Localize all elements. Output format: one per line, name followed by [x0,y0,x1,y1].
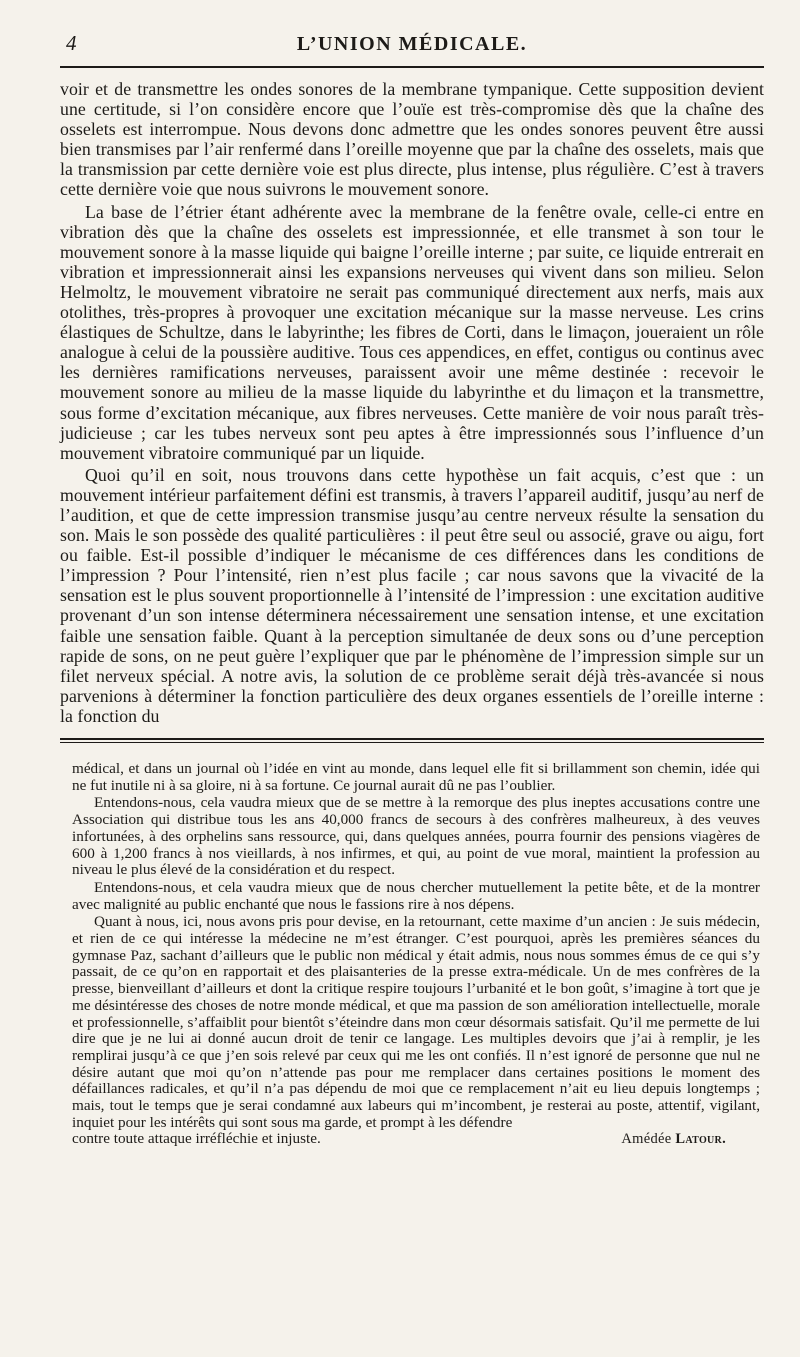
note-paragraph-3: Entendons-nous, et cela vaudra mieux que de nous chercher mutuellement la petite bête, et de la montrer avec malignité au public enchanté que nous le fassions rire à nos dépens. [72,878,760,913]
header-rule [60,66,764,73]
signature-last-name: Latour. [675,1131,726,1148]
main-article-body [60,79,764,726]
note-paragraph-4: Quant à nous, ici, nous avons pris pour devise, en la retournant, cette maxime d’un ancien : Je suis médecin, et rien de ce qui intéresse la médecine ne m’est étranger. C’est pourquoi, après les premières séances du gymnase Paz, sachant d’ailleurs que le public non médical y était admis, nous nous sommes émus de ce qui s’y passait, de ce qu’on en rapportait et des plaisanteries de la presse extra-médicale. Un de mes confrères de la presse, bienveillant d’ailleurs et dont la critique respire toujours l’urbanité et le bon goût, s’imagine à tort que je me désintéresse des choses de notre monde médical, et que ma passion de son amélioration intellectuelle, morale et professionnelle, s’affaiblit pour bientôt s’éteindre dans mon cœur désormais satisfait. Qu’il me permette de lui dire que je ne lui ai donné aucun droit de tenir ce langage. Les multiples devoirs que j’ai à remplir, je les remplirai jusqu’à ce que j’en sois relevé par ceux qui me les ont confiés. Il n’est ignoré de personne que nul ne désire autant que moi qu’on n’attende pas pour me remplacer dans certaines positions le moment des défaillances radicales, et qu’il n’a pas dépendu de moi que ce remplacement n’ait eu lieu depuis longtemps ; mais, tout le temps que je serai condamné aux labeurs qui m’incombent, je resterai au poste, attentif, vigilant, inquiet pour les intérêts qui sont sous ma garde, et prompt à les défendre [72,913,760,1131]
signature-first-name: Amédée [621,1131,672,1148]
feuilleton-continuation [60,761,764,1148]
main-paragraph-2: La base de l’étrier étant adhérente avec la membrane de la fenêtre ovale, celle-ci entre en vibration dès que la chaîne des osselets est impressionnée, et elle transmet à son tour le mouvement sonore à la masse liquide qui baigne l’oreille interne ; par suite, ce liquide entrerait en vibration et impressionnerait ainsi les expansions nerveuses qui vivent dans son milieu. Selon Helmoltz, le mouvement vibratoire ne serait pas communiqué directement aux nerfs, mais aux otolithes, très-propres à provoquer une excitation mécanique sur la masse nerveuse. Les crins élastiques de Schultze, dans le labyrinthe; les fibres de Corti, dans le limaçon, joueraient un rôle analogue à celui de la poussière auditive. Tous ces appendices, en effet, contigus ou continus avec les dernières ramifications nerveuses, paraissent avoir une même destinée : recevoir le mouvement sonore au milieu de la masse liquide du labyrinthe et du limaçon et la transmettre, sous forme d’excitation mécanique, aux fibres nerveuses. Cette manière de voir nous paraît très-judicieuse ; car les tubes nerveux sont peu aptes à être impressionnés sous l’influence d’un mouvement vibratoire communiqué par un liquide. [60,201,764,463]
page-number: 4 [66,31,77,55]
author-signature [621,1131,760,1148]
note-paragraph-2: Entendons-nous, cela vaudra mieux que de se mettre à la remorque des plus ineptes accusations contre une Association qui distribue tous les ans 40,000 francs de secours à des confrères malheureux, à des veuves infortunées, à des orphelins sans ressource, qui, dans quelques années, pourra fournir des pensions viagères de 600 à 1,200 francs à nos vieillards, à nos infirmes, et qui, au point de vue moral, maintient la profession au niveau le plus élevé de la considération et du respect. [72,794,760,879]
main-paragraph-3: Quoi qu’il en soit, nous trouvons dans cette hypothèse un fait acquis, c’est que : un mouvement intérieur parfaitement défini est transmis, à travers l’appareil auditif, jusqu’au nerf de l’audition, et que de cette impression transmise jusqu’au centre nerveux résulte la sensation du son. Mais le son possède des qualité particulières : il peut être seul ou associé, grave ou aigu, fort ou faible. Est-il possible d’indiquer le mécanisme de ces différences dans les conditions de l’impression ? Pour l’intensité, rien n’est plus facile ; car nous savons que la vivacité de la sensation est le plus souvent proportionnelle à l’intensité de l’impression : une excitation auditive provenant d’un son intense déterminera nécessairement une sensation intense, et une excitation faible une sensation faible. Quant à la perception simultanée de deux sons ou d’une perception rapide de sons, on ne peut guère l’expliquer que par le phénomène de l’impression simple sur un filet nerveux spécial. A notre avis, la solution de ce problème serait déjà très-avancée si nous parvenions à déterminer la fonction particulière des deux organes essentiels de l’oreille interne : la fonction du [60,464,764,726]
closing-line [72,1131,760,1148]
main-paragraph-1: voir et de transmettre les ondes sonores de la membrane tympanique. Cette supposition devient une certitude, si l’on considère encore que l’ouïe est très-compromise dès que la chaîne des osselets est interrompue. Nous devons donc admettre que les ondes sonores peuvent être aussi bien transmises par l’air renfermé dans l’oreille moyenne que par la chaîne des osselets, mais que la transmission par cette dernière voie est plus directe, plus intense, plus régulière. C’est à travers cette dernière voie que nous suivrons le mouvement sonore. [60,79,764,200]
section-divider-rule [60,738,764,743]
page-header [60,0,764,58]
running-title: L’UNION MÉDICALE. [296,33,528,55]
note-last-line: contre toute attaque irréfléchie et injuste. [72,1130,321,1148]
note-paragraph-1: médical, et dans un journal où l’idée en vint au monde, dans lequel elle fit si brillamment son chemin, idée qui ne fut inutile ni à sa gloire, ni à sa fortune. Ce journal aurait dû ne pas l’oublier. [72,760,760,794]
